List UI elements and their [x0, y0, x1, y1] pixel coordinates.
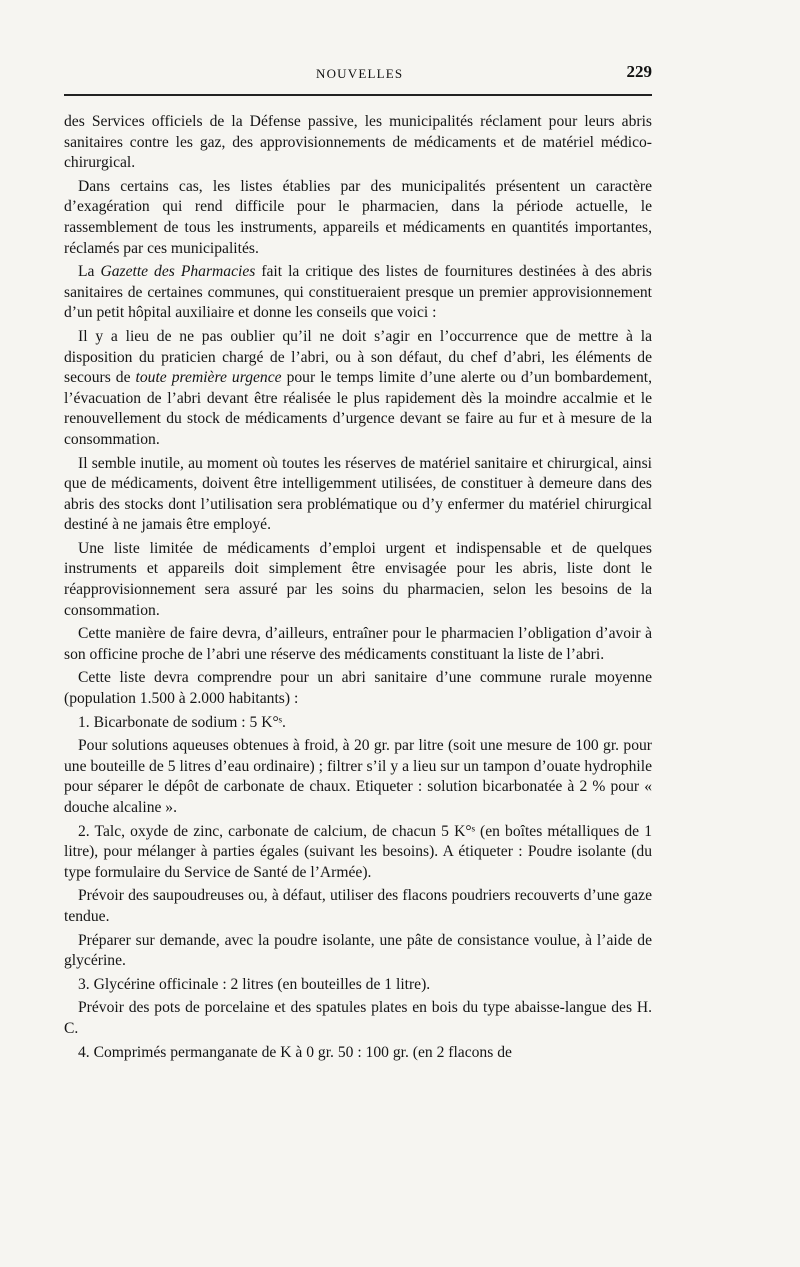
journal-title: Gazette des Pharmacies	[100, 263, 256, 281]
emphasis: toute première urgence	[135, 369, 282, 387]
paragraph: Il semble inutile, au moment où toutes les réserves de matériel sanitaire et chirurgical, ainsi que de médicaments, doivent être intelligemment utilisées, de constituer à demeure dans des abris des stocks dont l’utilisation sera problématique ou d’y enfermer du matériel chirurgical destiné à ne jamais être employé.	[64, 454, 652, 534]
paragraph: Prévoir des saupoudreuses ou, à défaut, utiliser des flacons poudriers recouverts d’une gaze tendue.	[64, 887, 652, 925]
paragraph: Prévoir des pots de porcelaine et des spatules plates en bois du type abaisse-langue des H. C.	[64, 999, 652, 1037]
paragraph: Dans certains cas, les listes établies par des municipalités présentent un caractère d’exagération qui rend difficile pour le pharmacien, dans la période actuelle, le rassemblement de tous les instruments, appareils et médicaments en quantités importantes, réclamés par ces municipalités.	[64, 177, 652, 257]
paragraph	[64, 262, 652, 324]
paragraph-text: Il y a lieu de ne pas oublier qu’il ne doit s’agir en l’occurrence que de mettre à la disposition du praticien chargé de l’abri, ou à son défaut, du chef d’abri, les éléments de secours de	[64, 327, 652, 387]
list-item: 2. Talc, oxyde de zinc, carbonate de calcium, de chacun 5 K°ˢ (en boîtes métalliques de 1 litre), pour mélanger à parties égales (suivant les besoins). A étiqueter : Poudre isolante (du type formulaire du Service de Santé de l’Armée).	[64, 822, 652, 881]
paragraph-text: fait la critique des listes de fournitures destinées à des abris sanitaires de certaines communes, qui constitueraient presque un premier approvisionnement d’un petit hôpital auxiliaire et donne les conseils que voici :	[64, 263, 652, 322]
paragraph: Pour solutions aqueuses obtenues à froid, à 20 gr. par litre (soit une mesure de 100 gr. pour une bouteille de 5 litres d’eau ordinaire) ; filtrer s’il y a lieu sur un tampon d’ouate hydrophile pour séparer le dépôt de carbonate de chaux. Etiqueter : solution bicarbonatée à 2 % pour « douche alcaline ».	[64, 737, 652, 816]
paragraph: Cette manière de faire devra, d’ailleurs, entraîner pour le pharmacien l’obligation d’avoir à son officine proche de l’abri une réserve des médicaments constituant la liste de l’abri.	[64, 625, 652, 663]
list-item: 3. Glycérine officinale : 2 litres (en bouteilles de 1 litre).	[78, 975, 431, 993]
paragraph	[64, 327, 652, 451]
running-title: NOUVELLES	[316, 66, 404, 81]
paragraph-text: pour le temps limite d’une alerte ou d’un bombardement, l’évacuation de l’abri devant être réalisée le plus rapidement dès la moindre accalmie et le renouvellement du stock de médicaments d’urgence devant se faire au fur et à mesure de la consommation.	[64, 369, 652, 448]
paragraph: Une liste limitée de médicaments d’emploi urgent et indispensable et de quelques instruments et appareils doit simplement être envisagée pour les abris, liste dont le réapprovisionnement sera assuré par les soins du pharmacien, selon les besoins de la consommation.	[64, 539, 652, 619]
paragraph: des Services officiels de la Défense passive, les municipalités réclament pour leurs abris sanitaires contre les gaz, des approvisionnements de médicaments et de matériel médico-chirurgical.	[64, 113, 652, 172]
header-rule	[64, 94, 652, 96]
paragraph: Préparer sur demande, avec la poudre isolante, une pâte de consistance voulue, à l’aide de glycérine.	[64, 931, 652, 970]
paragraph-text: La	[78, 263, 101, 281]
article-body	[64, 112, 652, 1066]
paragraph: Cette liste devra comprendre pour un abri sanitaire d’une commune rurale moyenne (population 1.500 à 2.000 habitants) :	[64, 669, 652, 708]
page-header	[64, 62, 652, 86]
list-item: 1. Bicarbonate de sodium : 5 K°ˢ.	[78, 713, 286, 731]
page-number: 229	[626, 62, 652, 81]
list-item: 4. Comprimés permanganate de K à 0 gr. 50 : 100 gr. (en 2 flacons de	[78, 1043, 512, 1061]
